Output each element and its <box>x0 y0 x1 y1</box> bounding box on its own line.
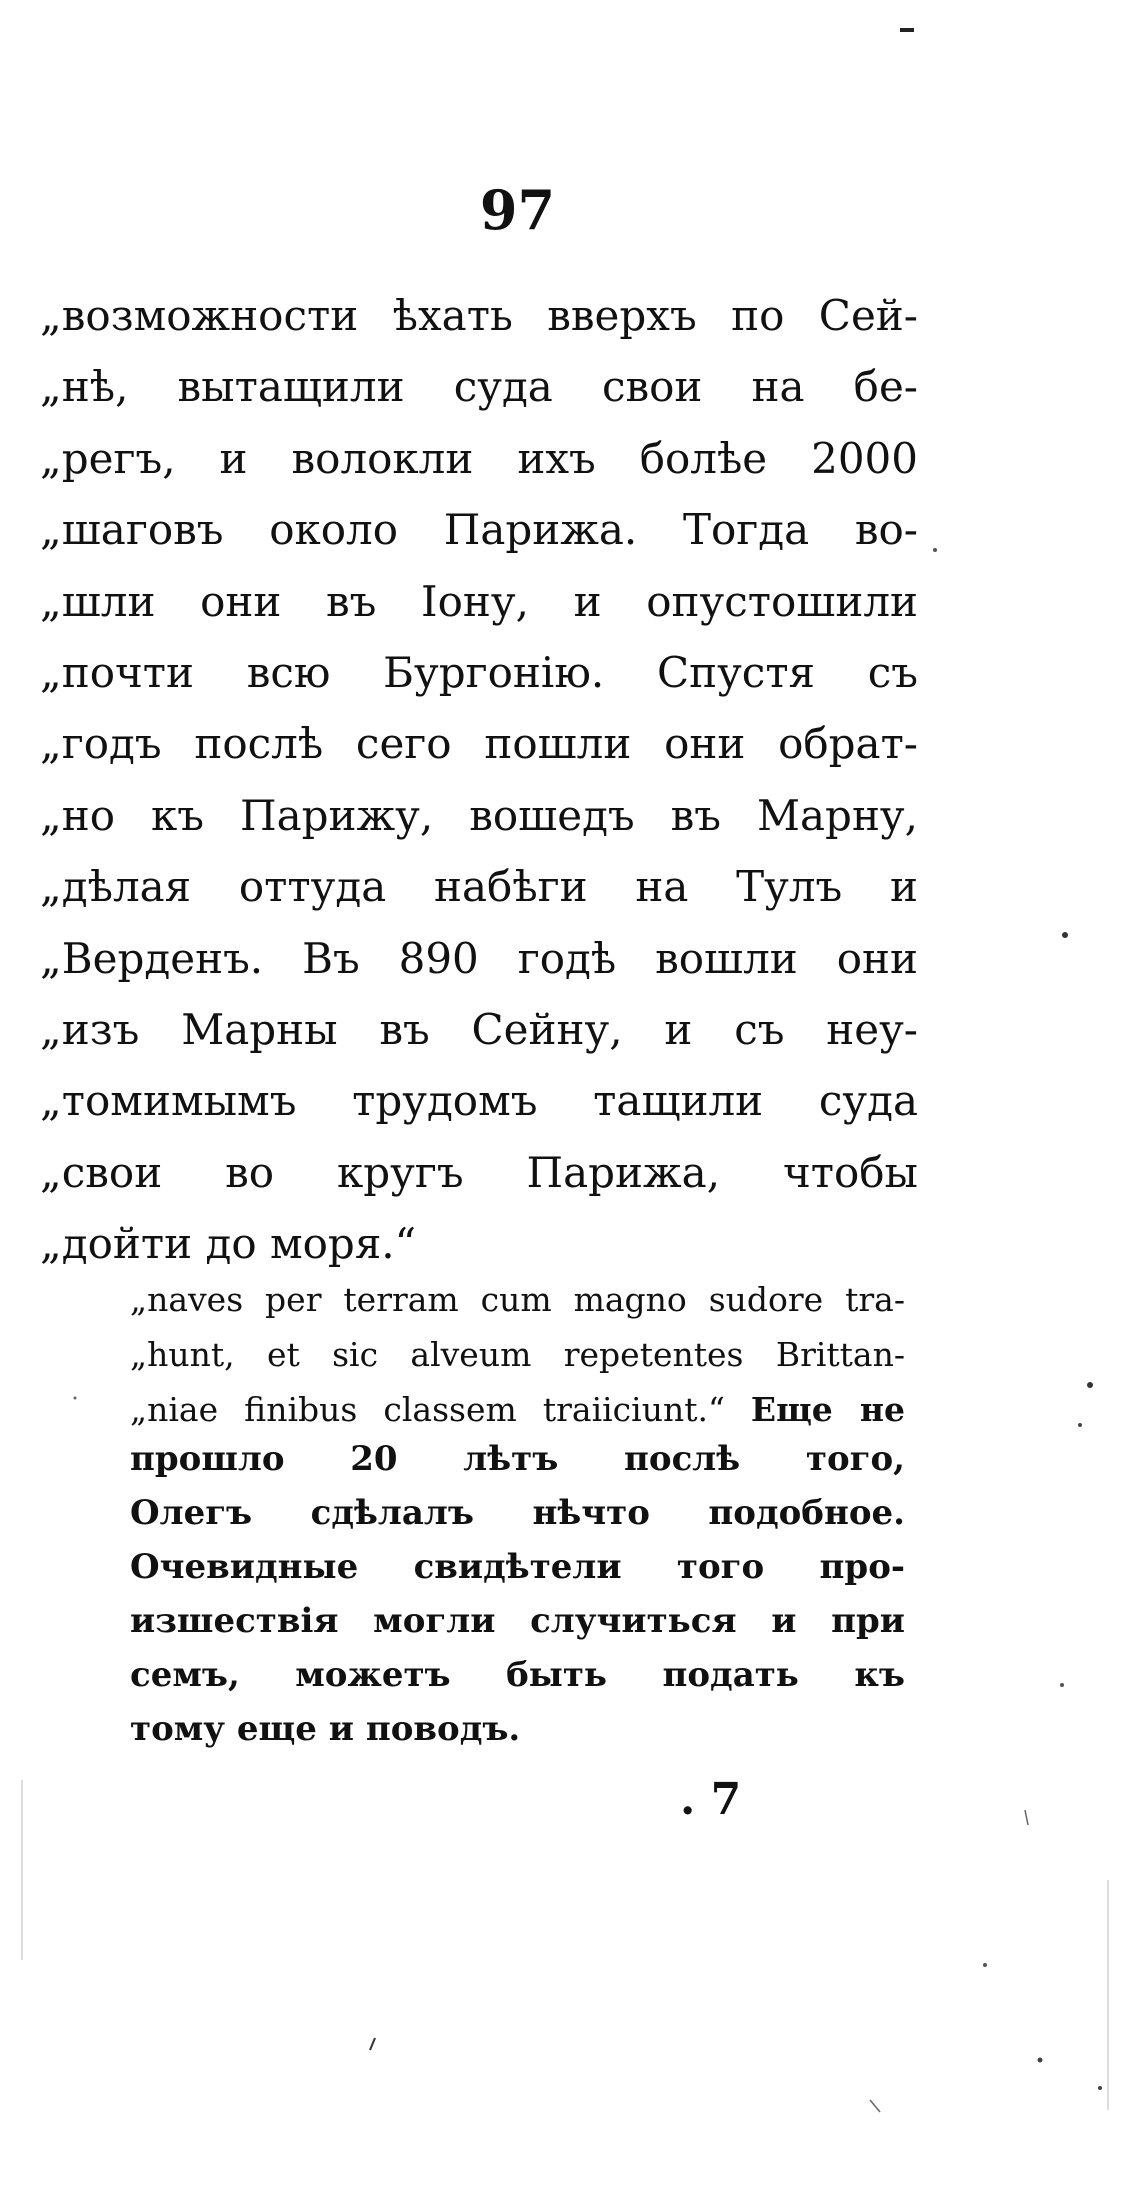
text-line: „свои во кругъ Парижа, чтобы <box>40 1147 918 1197</box>
text-line: „нѣ, вытащили суда свои на бе- <box>40 362 918 412</box>
text-line: „дѣлая оттуда набѣги на Тулъ и <box>40 862 918 912</box>
text-line: „но къ Парижу, вошедъ въ Марну, <box>40 790 918 840</box>
main-text-block <box>40 280 918 1279</box>
cyrillic-fragment: Еще не <box>750 1390 905 1429</box>
text-line: „шли они въ Іону, и опустошили <box>40 576 918 626</box>
speck <box>370 2038 375 2050</box>
bold-line: изшествія могли случиться и при <box>130 1601 905 1641</box>
signature-mark: . 7 <box>680 1774 742 1825</box>
text-line: „годъ послѣ сего пошли они обрат- <box>40 719 918 769</box>
speck <box>1025 1810 1028 1825</box>
text-line: „регъ, и волокли ихъ болѣе 2000 <box>40 433 918 483</box>
speck <box>933 548 937 552</box>
bold-line: прошло 20 лѣтъ послѣ того, <box>130 1439 905 1479</box>
mixed-line <box>130 1382 905 1437</box>
text-line: „томимымъ трудомъ тащили суда <box>40 1076 918 1126</box>
text-line: „возможности ѣхать вверхъ по Сей- <box>40 291 918 340</box>
text-line: „почти всю Бургонію. Спустя съ <box>40 647 918 697</box>
speck <box>983 1963 987 1967</box>
bold-line: Олегъ сдѣлалъ нѣчто подобное. <box>130 1493 905 1533</box>
speck <box>1060 1683 1064 1687</box>
speck <box>1062 932 1068 938</box>
bold-line: Очевидные свидѣтели того про- <box>130 1547 905 1587</box>
bold-line: семъ, можетъ быть подать къ <box>130 1655 905 1695</box>
latin-quote-block <box>130 1272 905 1437</box>
latin-line: „hunt, et sic alveum repetentes Brittan- <box>130 1335 905 1374</box>
speck <box>1098 2086 1102 2090</box>
speck <box>900 28 914 32</box>
text-line: „Верденъ. Въ 890 годѣ вошли они <box>40 933 918 983</box>
speck <box>870 2100 880 2112</box>
text-line: „шаговъ около Парижа. Тогда во- <box>40 505 918 555</box>
page-number: 97 <box>479 178 556 242</box>
text-line: „дойти до моря.“ <box>40 1219 417 1269</box>
latin-fragment: „niae finibus classem traiiciunt.“ <box>130 1390 725 1429</box>
speck <box>1038 2058 1043 2063</box>
speck <box>1078 1423 1082 1427</box>
text-line: „изъ Марны въ Сейну, и съ неу- <box>40 1004 918 1054</box>
bold-text-block <box>130 1432 905 1756</box>
bold-line: тому еще и поводъ. <box>130 1709 521 1749</box>
latin-line: „naves per terram cum magno sudore tra- <box>130 1280 905 1319</box>
speck <box>1087 1382 1093 1388</box>
speck <box>74 1397 77 1400</box>
